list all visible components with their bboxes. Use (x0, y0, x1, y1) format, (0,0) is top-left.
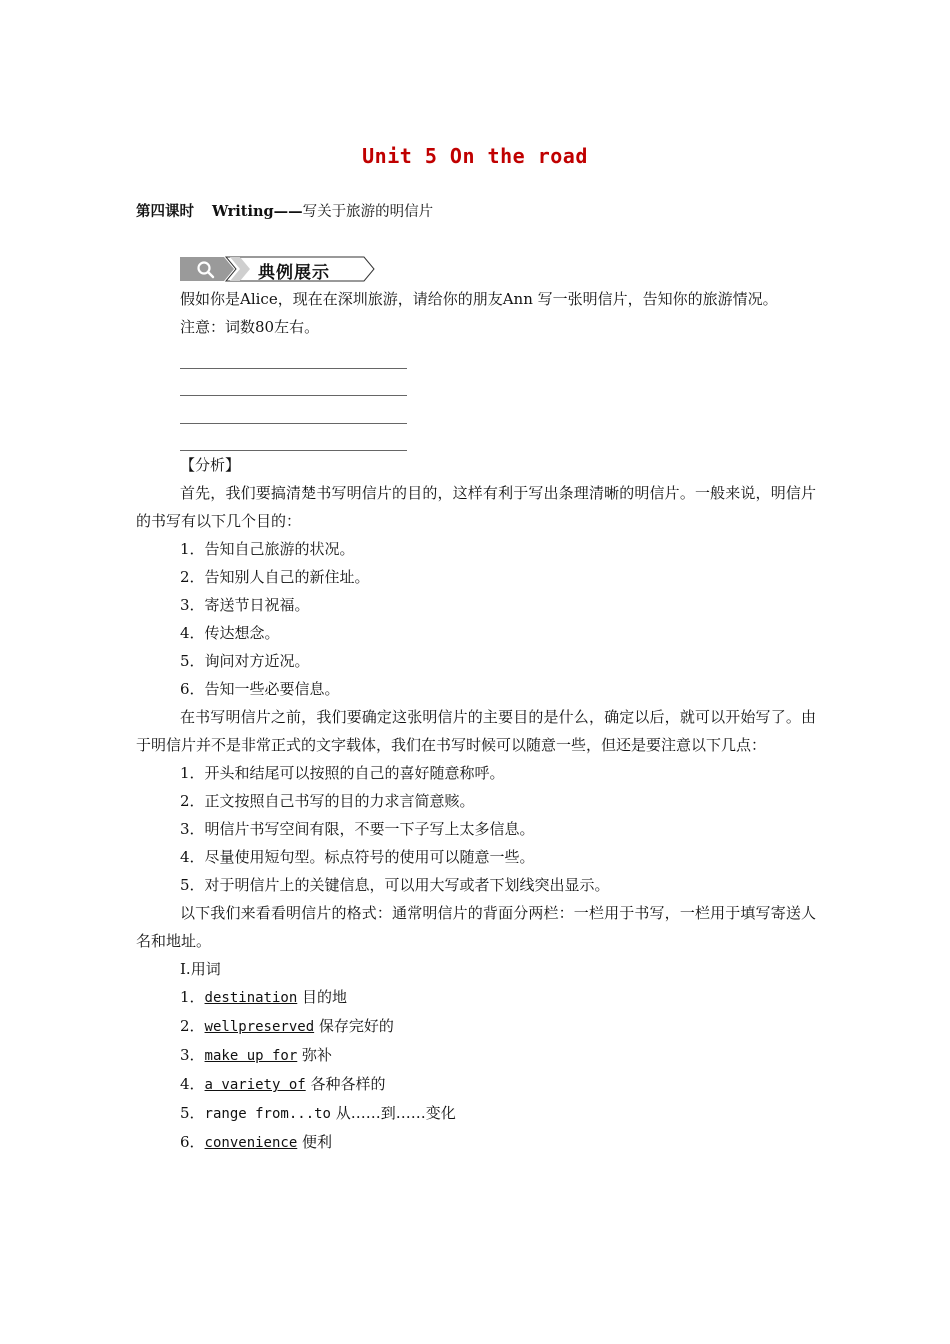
lesson-heading (136, 200, 433, 221)
vocab-num: 1． (180, 988, 205, 1006)
purpose-item: 1．告知自己旅游的状况。 (180, 540, 355, 558)
banner-label: 典例展示 (258, 263, 330, 283)
document-body (136, 285, 816, 1157)
example-banner (180, 255, 376, 283)
analysis-intro: 首先，我们要搞清楚书写明信片的目的，这样有利于写出条理清晰的明信片。一般来说，明信片的书写有以下几个目的： (136, 484, 816, 530)
purpose-item: 3．寄送节日祝福。 (180, 596, 310, 614)
tip-item: 5．对于明信片上的关键信息，可以用大写或者下划线突出显示。 (180, 876, 610, 894)
vocab-meaning: 便利 (302, 1133, 333, 1151)
vocab-term: convenience (204, 1135, 298, 1151)
vocab-num: 5． (180, 1104, 205, 1122)
vocab-term: wellpreserved (204, 1019, 315, 1035)
purpose-item: 5．询问对方近况。 (180, 652, 310, 670)
vocab-item (136, 1041, 816, 1070)
vocab-meaning: 从……到……变化 (335, 1104, 456, 1122)
lesson-topic: 写关于旅游的明信片 (302, 204, 434, 220)
vocab-num: 3． (180, 1046, 205, 1064)
tip-item: 4．尽量使用短句型。标点符号的使用可以随意一些。 (180, 848, 535, 866)
vocab-term: range from...to (204, 1106, 331, 1122)
vocab-item (136, 1099, 816, 1128)
purpose-item: 4．传达想念。 (180, 624, 280, 642)
vocab-meaning: 目的地 (302, 988, 348, 1006)
vocab-num: 2． (180, 1017, 205, 1035)
vocab-meaning: 保存完好的 (318, 1017, 394, 1035)
vocab-term: a variety of (204, 1077, 306, 1093)
analysis-heading: 【分析】 (180, 456, 241, 474)
lesson-dash: —— (273, 203, 303, 220)
vocab-item (136, 1012, 816, 1041)
vocab-num: 6． (180, 1133, 205, 1151)
tip-item: 3．明信片书写空间有限，不要一下子写上太多信息。 (180, 820, 535, 838)
vocab-meaning: 弥补 (302, 1046, 333, 1064)
vocab-item (136, 1070, 816, 1099)
before-writing-paragraph: 在书写明信片之前，我们要确定这张明信片的主要目的是什么，确定以后，就可以开始写了。由于明信片并不是非常正式的文字载体，我们在书写时候可以随意一些，但还是要注意以下几点： (136, 708, 816, 754)
vocab-num: 4． (180, 1075, 205, 1093)
vocab-item (136, 983, 816, 1012)
answer-line (180, 396, 407, 424)
vocab-term: destination (204, 990, 298, 1006)
vocab-heading: Ⅰ.用词 (180, 960, 221, 978)
task-prompt: 假如你是Alice，现在在深圳旅游，请给你的朋友Ann 写一张明信片，告知你的旅游情况。 (180, 290, 778, 308)
lesson-section: Writing (212, 203, 274, 220)
format-paragraph: 以下我们来看看明信片的格式：通常明信片的背面分两栏：一栏用于书写，一栏用于填写寄送人名和地址。 (136, 904, 816, 950)
answer-line (180, 424, 407, 452)
purpose-item: 2．告知别人自己的新住址。 (180, 568, 370, 586)
tip-item: 1．开头和结尾可以按照的自己的喜好随意称呼。 (180, 764, 505, 782)
lesson-period: 第四课时 (136, 203, 194, 220)
answer-line (180, 341, 407, 369)
vocab-term: make up for (204, 1048, 298, 1064)
word-count-note: 注意：词数80左右。 (180, 318, 320, 336)
answer-lines (136, 341, 816, 451)
purpose-item: 6．告知一些必要信息。 (180, 680, 340, 698)
tip-item: 2．正文按照自己书写的目的力求言简意赅。 (180, 792, 475, 810)
unit-title: Unit 5 On the road (362, 144, 588, 168)
vocab-item (136, 1128, 816, 1157)
answer-line (180, 369, 407, 397)
vocab-meaning: 各种各样的 (310, 1075, 386, 1093)
